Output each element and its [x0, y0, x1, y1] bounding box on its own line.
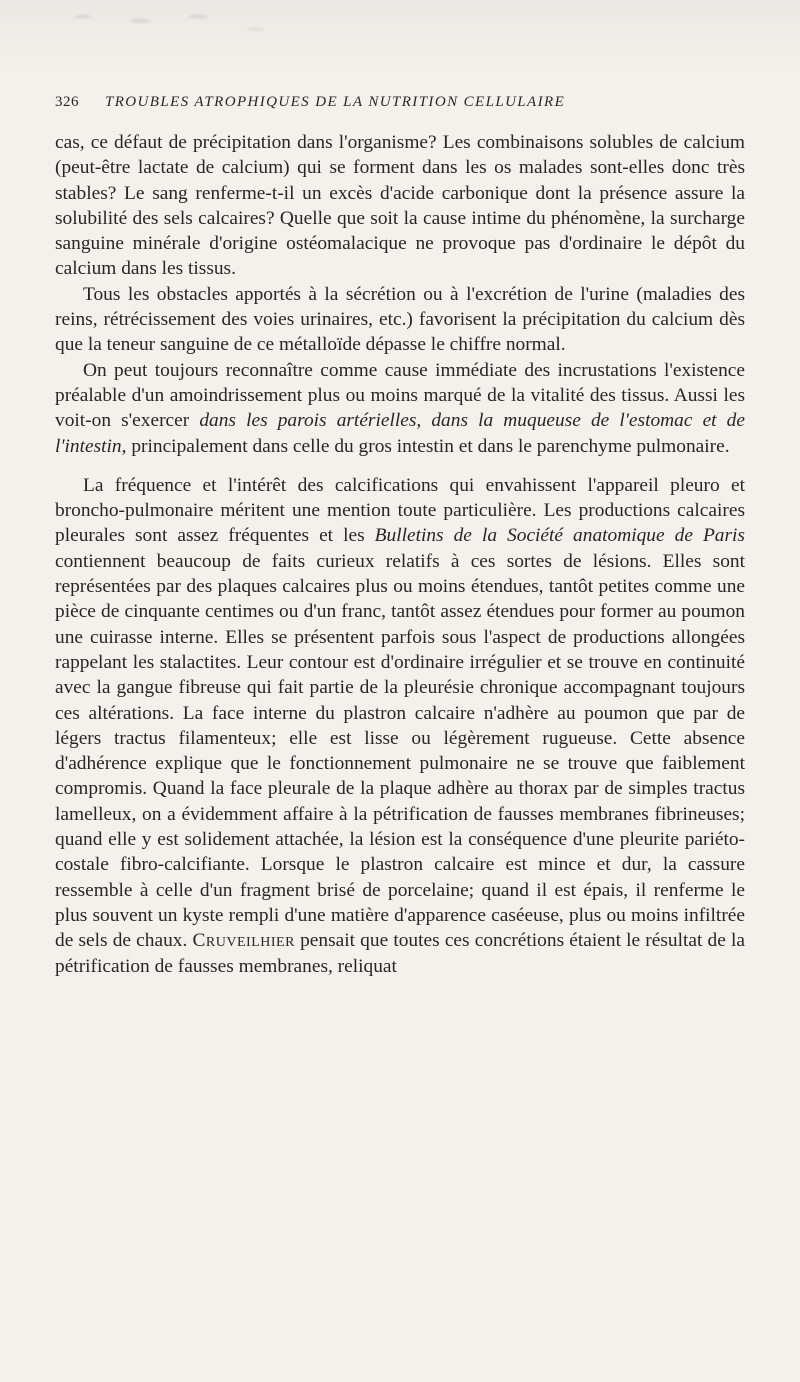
paragraph-1 — [55, 130, 745, 282]
paragraph-2-text: Tous les obstacles apportés à la sécrétion ou à l'excrétion de l'urine (maladies des reins, rétrécissement des voies urinaires, etc.) favorisent la précipitation du calcium dès que la teneur sanguine de ce métalloïde dépasse le chiffre normal. — [55, 283, 745, 356]
show-through-smudge — [60, 4, 290, 46]
page-header — [55, 94, 745, 111]
page-number: 326 — [55, 94, 79, 110]
paragraph-4-italic: Bulletins de la Société anatomique de Paris — [374, 525, 745, 547]
paragraph-1-text: cas, ce défaut de précipitation dans l'organisme? Les combinaisons solubles de calcium (peut-être lactate de calcium) qui se forment dans les os malades sont-elles donc très stables? Le sang renferme-t-il un excès d'acide carbonique dont la présence assure la solubilité des sels calcaires? Quelle que soit la cause intime du phénomène, la surcharge sanguine minérale d'origine ostéomalacique ne provoque pas d'ordinaire le dépôt du calcium dans les tissus. — [55, 132, 745, 280]
paragraph-4-text-mid: contiennent beaucoup de faits curieux relatifs à ces sortes de lésions. Elles sont représentées par des plaques calcaires plus ou moins étendues, tantôt petites comme une pièce de cinquante centimes ou d'un franc, tantôt assez étendues pour former au poumon une cuirasse interne. Elles se présentent parfois sous l'aspect de productions allongées rappelant les stalactites. Leur contour est d'ordinaire irrégulier et se trouve en continuité avec la gangue fibreuse qui fait partie de la pleurésie chronique accompagnant toujours ces altérations. La face interne du plastron calcaire n'adhère au poumon que par de légers tractus filamenteux; elle est lisse ou légèrement rugueuse. Cette absence d'adhérence explique que le fonctionnement pulmonaire ne se trouve que faiblement compromis. Quand la face pleurale de la plaque adhère au thorax par de simples tractus lamelleux, on a évidemment affaire à la pétrification de fausses membranes fibrineuses; quand elle y est solidement attachée, la lésion est la conséquence d'une pleurite pariéto-costale fibro-calcifiante. Lorsque le plastron calcaire est mince et dur, la cassure ressemble à celle d'un fragment brisé de porcelaine; quand il est épais, il renferme le plus souvent un kyste rempli d'une matière d'apparence caséeuse, plus ou moins infiltrée de sels de chaux. — [55, 550, 745, 952]
paragraph-4-text-before: La fréquence et l'intérêt des calcifications qui envahissent l'appareil pleuro et broncho-pulmonaire méritent une mention toute particulière. Les productions calcaires pleurales sont assez fréquentes et les — [55, 474, 745, 547]
body-text — [55, 130, 745, 979]
paragraph-3-text-after: , principalement dans celle du gros intestin et dans le parenchyme pulmonaire. — [121, 435, 730, 457]
paragraph-4 — [55, 473, 745, 979]
paragraph-2 — [55, 282, 745, 358]
paragraph-3-text-before: On peut toujours reconnaître comme cause immédiate des incrustations l'existence préalable d'un amoindrissement plus ou moins marqué de la vitalité des tissus. Aussi les voit-on s'exercer — [55, 359, 745, 432]
paragraph-4-text-after: pensait que toutes ces concrétions étaient le résultat de la pétrification de fausses membranes, reliquat — [55, 930, 745, 977]
paragraph-3-italic: dans les parois artérielles, dans la muqueuse de l'estomac et de l'intestin — [55, 410, 745, 457]
author-name: Cruveilhier — [192, 930, 295, 952]
paragraph-3 — [55, 358, 745, 459]
running-title: TROUBLES ATROPHIQUES DE LA NUTRITION CELLULAIRE — [105, 94, 566, 110]
